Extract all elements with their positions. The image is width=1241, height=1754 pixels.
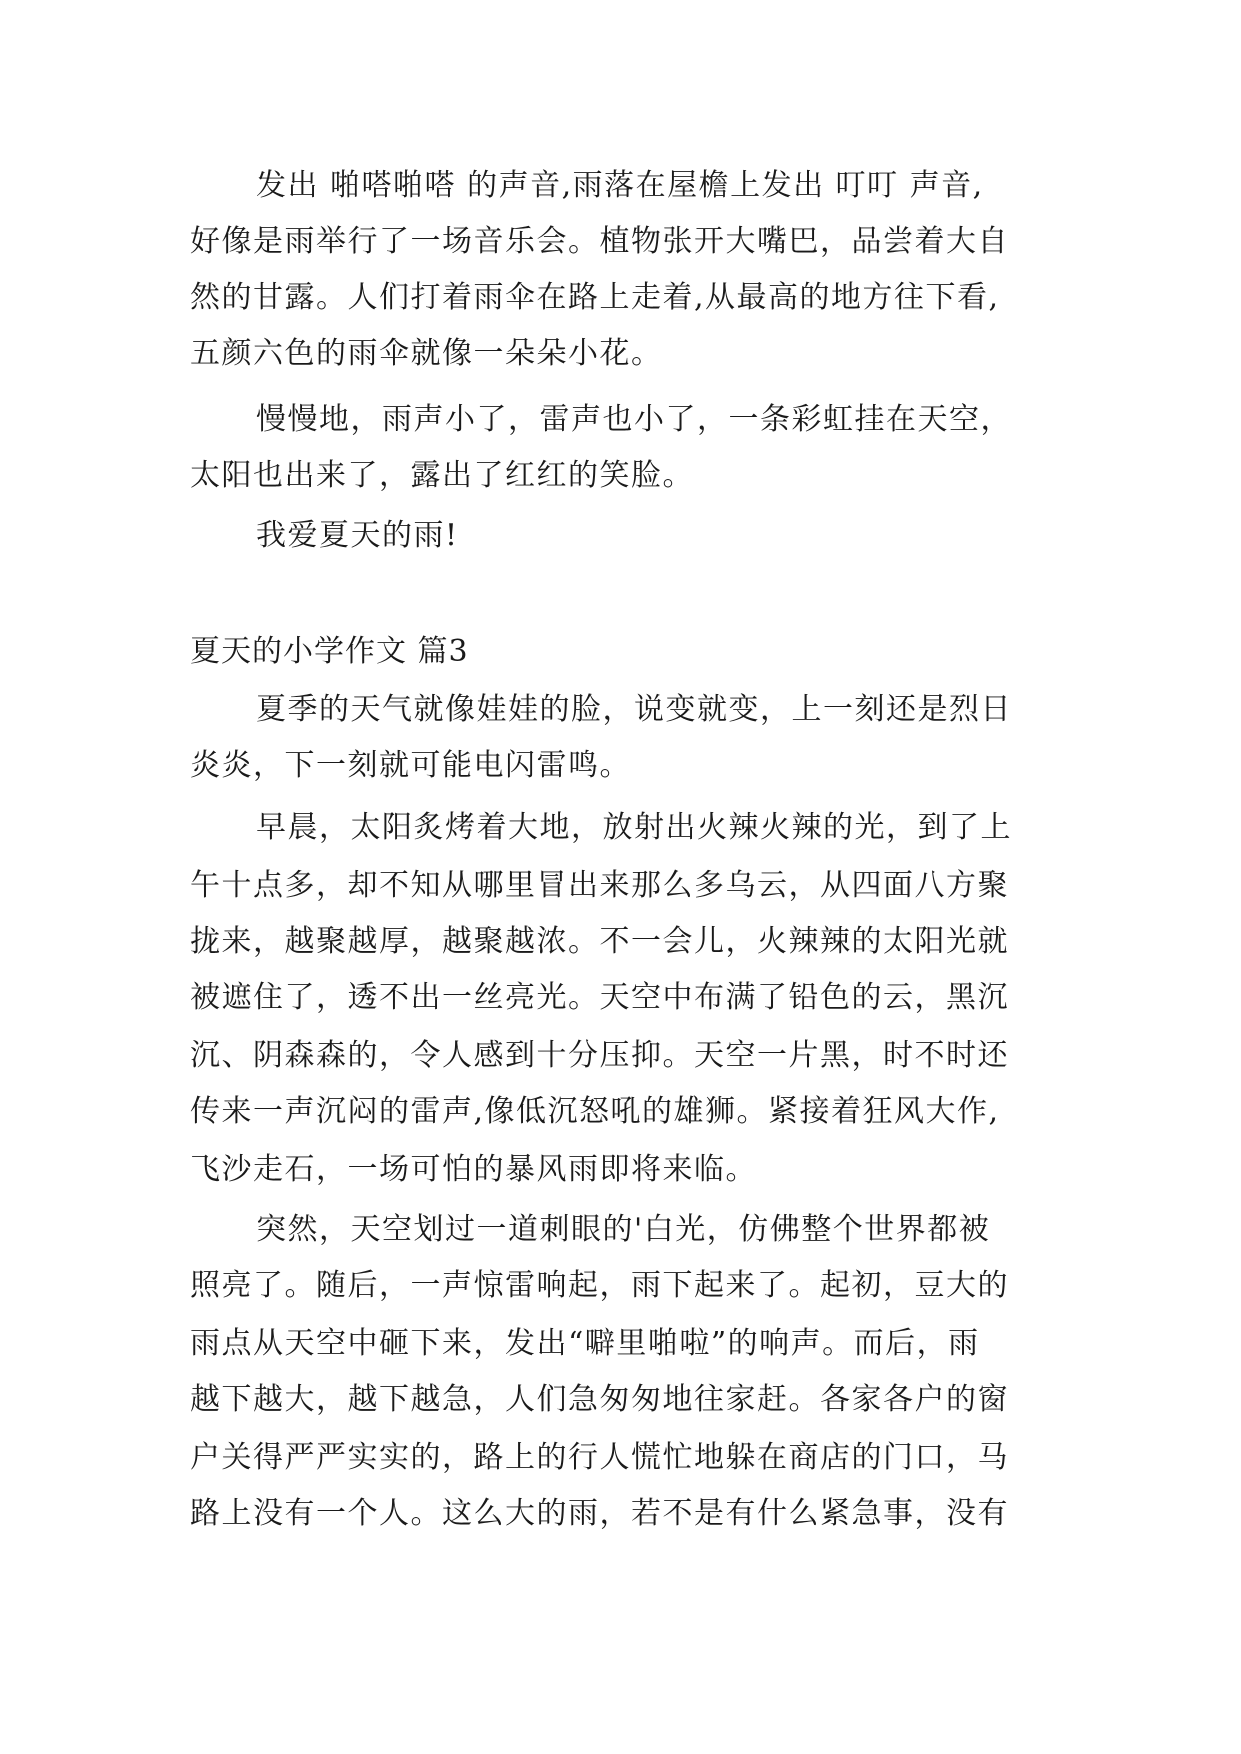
paragraph-line: 五颜六色的雨伞就像一朵朵小花。 — [190, 336, 663, 371]
paragraph-line: 午十点多，却不知从哪里冒出来那么多乌云，从四面八方聚 — [190, 868, 1009, 903]
paragraph-line: 越下越大，越下越急，人们急匆匆地往家赶。各家各户的窗 — [190, 1382, 1009, 1417]
paragraph-line: 发出 啪嗒啪嗒 的声音,雨落在屋檐上发出 叮叮 声音, — [256, 168, 984, 203]
paragraph-line: 户关得严严实实的，路上的行人慌忙地躲在商店的门口，马 — [190, 1440, 1009, 1475]
paragraph-line: 我爱夏天的雨! — [256, 518, 459, 553]
paragraph-line: 夏季的天气就像娃娃的脸，说变就变，上一刻还是烈日 — [256, 692, 1012, 727]
paragraph-line: 炎炎，下一刻就可能电闪雷鸣。 — [190, 748, 631, 783]
paragraph-line: 好像是雨举行了一场音乐会。植物张开大嘴巴，品尝着大自 — [190, 224, 1009, 259]
paragraph-line: 路上没有一个人。这么大的雨，若不是有什么紧急事，没有 — [190, 1496, 1009, 1531]
paragraph-line: 慢慢地，雨声小了，雷声也小了，一条彩虹挂在天空， — [256, 402, 1012, 437]
paragraph-line: 沉、阴森森的，令人感到十分压抑。天空一片黑，时不时还 — [190, 1038, 1009, 1073]
paragraph-line: 然的甘露。人们打着雨伞在路上走着,从最高的地方往下看, — [190, 280, 1000, 315]
paragraph-line: 飞沙走石，一场可怕的暴风雨即将来临。 — [190, 1152, 757, 1187]
paragraph-line: 早晨，太阳炙烤着大地，放射出火辣火辣的光，到了上 — [256, 810, 1012, 845]
paragraph-line: 传来一声沉闷的雷声,像低沉怒吼的雄狮。紧接着狂风大作, — [190, 1094, 1000, 1129]
paragraph-line: 雨点从天空中砸下来，发出“噼里啪啦”的响声。而后，雨 — [190, 1326, 980, 1361]
section-heading: 夏天的小学作文 篇3 — [190, 634, 469, 669]
paragraph-line: 被遮住了，透不出一丝亮光。天空中布满了铅色的云，黑沉 — [190, 980, 1009, 1015]
paragraph-line: 突然，天空划过一道刺眼的'白光，仿佛整个世界都被 — [256, 1212, 991, 1247]
paragraph-line: 拢来，越聚越厚，越聚越浓。不一会儿，火辣辣的太阳光就 — [190, 924, 1009, 959]
paragraph-line: 照亮了。随后，一声惊雷响起，雨下起来了。起初，豆大的 — [190, 1268, 1009, 1303]
paragraph-line: 太阳也出来了，露出了红红的笑脸。 — [190, 458, 694, 493]
